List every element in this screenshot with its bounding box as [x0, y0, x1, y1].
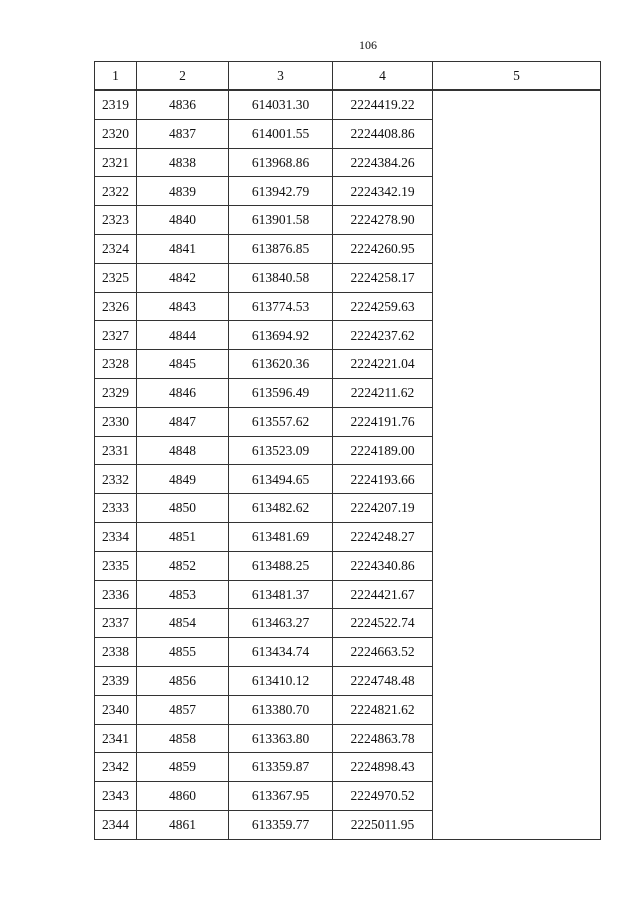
column-5-merged-cell	[433, 90, 601, 839]
point-id-cell: 4855	[137, 638, 229, 667]
y-coordinate-cell: 2224193.66	[333, 465, 433, 494]
x-coordinate-cell: 613494.65	[229, 465, 333, 494]
y-coordinate-cell: 2224821.62	[333, 695, 433, 724]
point-id-cell: 4852	[137, 551, 229, 580]
point-id-cell: 4846	[137, 378, 229, 407]
y-coordinate-cell: 2224237.62	[333, 321, 433, 350]
row-number-cell: 2331	[95, 436, 137, 465]
coordinates-table	[94, 61, 601, 840]
point-id-cell: 4854	[137, 609, 229, 638]
y-coordinate-cell: 2224260.95	[333, 234, 433, 263]
y-coordinate-cell: 2224408.86	[333, 119, 433, 148]
row-number-cell: 2335	[95, 551, 137, 580]
y-coordinate-cell: 2224248.27	[333, 522, 433, 551]
row-number-cell: 2342	[95, 753, 137, 782]
row-number-cell: 2320	[95, 119, 137, 148]
row-number-cell: 2344	[95, 810, 137, 839]
y-coordinate-cell: 2224522.74	[333, 609, 433, 638]
column-header-4: 4	[333, 62, 433, 91]
row-number-cell: 2326	[95, 292, 137, 321]
point-id-cell: 4856	[137, 666, 229, 695]
table-body	[95, 90, 601, 839]
row-number-cell: 2336	[95, 580, 137, 609]
y-coordinate-cell: 2224663.52	[333, 638, 433, 667]
point-id-cell: 4859	[137, 753, 229, 782]
y-coordinate-cell: 2224748.48	[333, 666, 433, 695]
row-number-cell: 2329	[95, 378, 137, 407]
row-number-cell: 2330	[95, 407, 137, 436]
point-id-cell: 4844	[137, 321, 229, 350]
y-coordinate-cell: 2224221.04	[333, 350, 433, 379]
point-id-cell: 4857	[137, 695, 229, 724]
row-number-cell: 2333	[95, 494, 137, 523]
x-coordinate-cell: 613359.77	[229, 810, 333, 839]
x-coordinate-cell: 613463.27	[229, 609, 333, 638]
point-id-cell: 4861	[137, 810, 229, 839]
point-id-cell: 4851	[137, 522, 229, 551]
point-id-cell: 4849	[137, 465, 229, 494]
row-number-cell: 2337	[95, 609, 137, 638]
point-id-cell: 4838	[137, 148, 229, 177]
x-coordinate-cell: 613774.53	[229, 292, 333, 321]
y-coordinate-cell: 2224258.17	[333, 263, 433, 292]
row-number-cell: 2338	[95, 638, 137, 667]
y-coordinate-cell: 2224384.26	[333, 148, 433, 177]
row-number-cell: 2328	[95, 350, 137, 379]
x-coordinate-cell: 613876.85	[229, 234, 333, 263]
row-number-cell: 2322	[95, 177, 137, 206]
y-coordinate-cell: 2224898.43	[333, 753, 433, 782]
x-coordinate-cell: 613481.37	[229, 580, 333, 609]
point-id-cell: 4842	[137, 263, 229, 292]
point-id-cell: 4840	[137, 206, 229, 235]
y-coordinate-cell: 2224419.22	[333, 90, 433, 119]
point-id-cell: 4848	[137, 436, 229, 465]
x-coordinate-cell: 613488.25	[229, 551, 333, 580]
table-row	[95, 90, 601, 119]
point-id-cell: 4837	[137, 119, 229, 148]
x-coordinate-cell: 613380.70	[229, 695, 333, 724]
x-coordinate-cell: 614031.30	[229, 90, 333, 119]
row-number-cell: 2339	[95, 666, 137, 695]
x-coordinate-cell: 613620.36	[229, 350, 333, 379]
x-coordinate-cell: 613363.80	[229, 724, 333, 753]
row-number-cell: 2343	[95, 782, 137, 811]
x-coordinate-cell: 614001.55	[229, 119, 333, 148]
point-id-cell: 4850	[137, 494, 229, 523]
x-coordinate-cell: 613359.87	[229, 753, 333, 782]
column-header-3: 3	[229, 62, 333, 91]
x-coordinate-cell: 613968.86	[229, 148, 333, 177]
row-number-cell: 2340	[95, 695, 137, 724]
x-coordinate-cell: 613557.62	[229, 407, 333, 436]
point-id-cell: 4858	[137, 724, 229, 753]
y-coordinate-cell: 2224211.62	[333, 378, 433, 407]
y-coordinate-cell: 2224207.19	[333, 494, 433, 523]
row-number-cell: 2323	[95, 206, 137, 235]
x-coordinate-cell: 613481.69	[229, 522, 333, 551]
y-coordinate-cell: 2224421.67	[333, 580, 433, 609]
column-header-1: 1	[95, 62, 137, 91]
row-number-cell: 2324	[95, 234, 137, 263]
y-coordinate-cell: 2225011.95	[333, 810, 433, 839]
point-id-cell: 4836	[137, 90, 229, 119]
x-coordinate-cell: 613523.09	[229, 436, 333, 465]
y-coordinate-cell: 2224189.00	[333, 436, 433, 465]
point-id-cell: 4839	[137, 177, 229, 206]
point-id-cell: 4841	[137, 234, 229, 263]
y-coordinate-cell: 2224191.76	[333, 407, 433, 436]
row-number-cell: 2321	[95, 148, 137, 177]
x-coordinate-cell: 613840.58	[229, 263, 333, 292]
y-coordinate-cell: 2224863.78	[333, 724, 433, 753]
y-coordinate-cell: 2224340.86	[333, 551, 433, 580]
row-number-cell: 2334	[95, 522, 137, 551]
x-coordinate-cell: 613901.58	[229, 206, 333, 235]
x-coordinate-cell: 613482.62	[229, 494, 333, 523]
x-coordinate-cell: 613942.79	[229, 177, 333, 206]
point-id-cell: 4843	[137, 292, 229, 321]
table-header-row	[95, 62, 601, 91]
y-coordinate-cell: 2224970.52	[333, 782, 433, 811]
page-number: 106	[359, 38, 377, 52]
point-id-cell: 4847	[137, 407, 229, 436]
row-number-cell: 2319	[95, 90, 137, 119]
x-coordinate-cell: 613434.74	[229, 638, 333, 667]
row-number-cell: 2327	[95, 321, 137, 350]
x-coordinate-cell: 613694.92	[229, 321, 333, 350]
row-number-cell: 2341	[95, 724, 137, 753]
point-id-cell: 4845	[137, 350, 229, 379]
row-number-cell: 2325	[95, 263, 137, 292]
column-header-2: 2	[137, 62, 229, 91]
y-coordinate-cell: 2224342.19	[333, 177, 433, 206]
y-coordinate-cell: 2224259.63	[333, 292, 433, 321]
row-number-cell: 2332	[95, 465, 137, 494]
column-header-5: 5	[433, 62, 601, 91]
x-coordinate-cell: 613410.12	[229, 666, 333, 695]
x-coordinate-cell: 613596.49	[229, 378, 333, 407]
x-coordinate-cell: 613367.95	[229, 782, 333, 811]
point-id-cell: 4853	[137, 580, 229, 609]
point-id-cell: 4860	[137, 782, 229, 811]
y-coordinate-cell: 2224278.90	[333, 206, 433, 235]
